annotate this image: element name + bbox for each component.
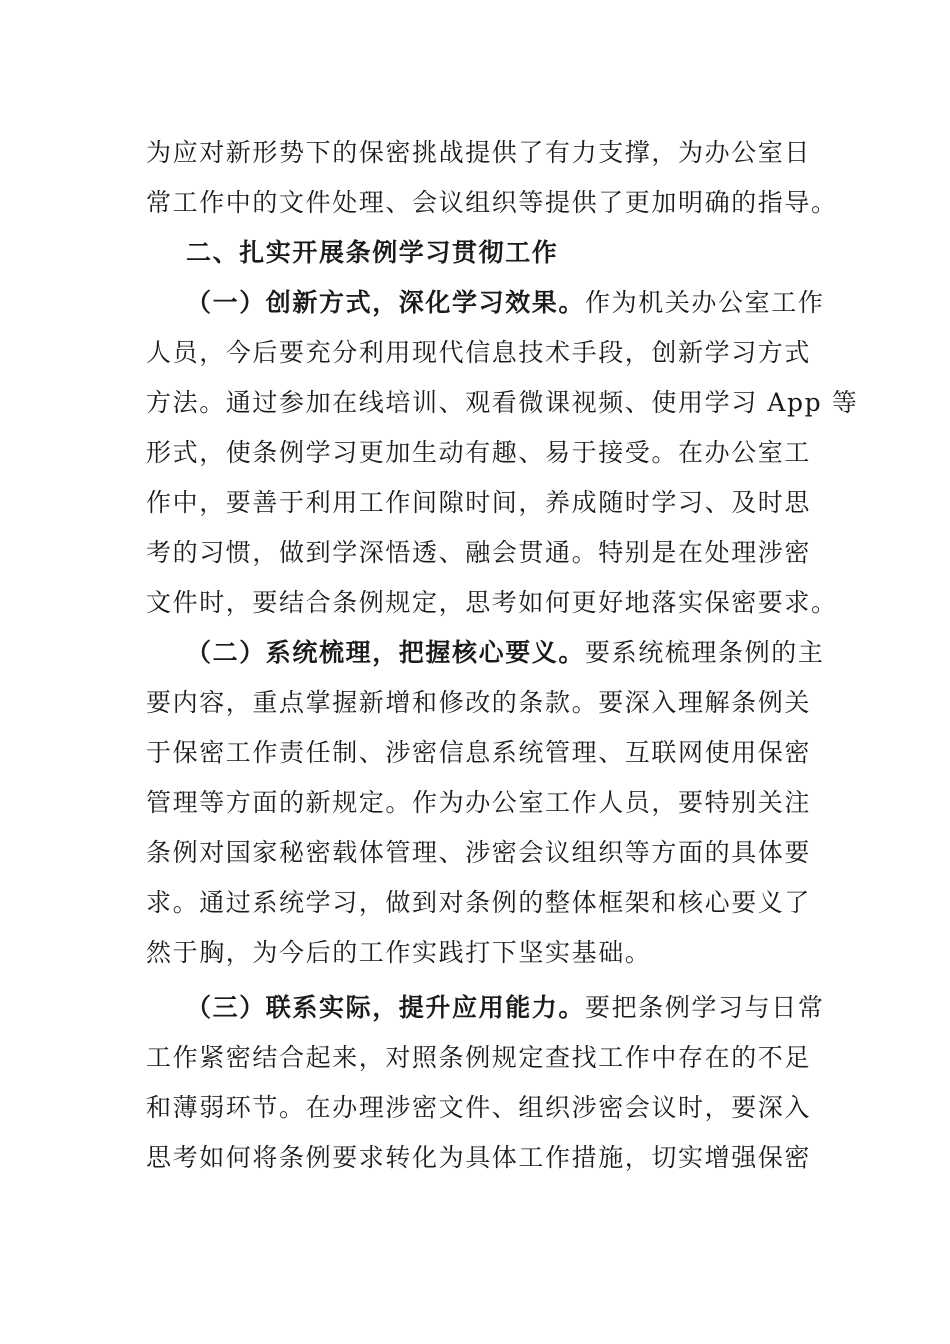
paragraph-first-line	[146, 983, 825, 1033]
paragraph-line: 管理等方面的新规定。作为办公室工作人员，要特别关注	[146, 788, 812, 817]
paragraph-first-line	[146, 278, 825, 328]
paragraph-line: 方法。通过参加在线培训、观看微课视频、使用学习 App 等	[146, 388, 859, 417]
paragraph-line: 条例对国家秘密载体管理、涉密会议组织等方面的具体要	[146, 838, 812, 867]
intro-line: 为应对新形势下的保密挑战提供了有力支撑，为办公室日	[146, 138, 812, 167]
paragraph-line: 工作紧密结合起来，对照条例规定查找工作中存在的不足	[146, 1043, 812, 1072]
paragraph-line: 于保密工作责任制、涉密信息系统管理、互联网使用保密	[146, 738, 812, 767]
paragraph-text: 作为机关办公室工作	[585, 288, 825, 317]
paragraph-lead: （一）创新方式，深化学习效果。	[186, 288, 586, 317]
paragraph-lead: （三）联系实际，提升应用能力。	[186, 993, 586, 1022]
paragraph-text: 要把条例学习与日常	[585, 993, 825, 1022]
paragraph-line: 要内容，重点掌握新增和修改的条款。要深入理解条例关	[146, 688, 812, 717]
paragraph-line: 求。通过系统学习，做到对条例的整体框架和核心要义了	[146, 888, 812, 917]
paragraph-line: 人员，今后要充分利用现代信息技术手段，创新学习方式	[146, 338, 812, 367]
paragraph-lead: （二）系统梳理，把握核心要义。	[186, 638, 586, 667]
paragraph-line: 文件时，要结合条例规定，思考如何更好地落实保密要求。	[146, 588, 838, 617]
section-heading: 二、扎实开展条例学习贯彻工作	[186, 238, 559, 267]
intro-line: 常工作中的文件处理、会议组织等提供了更加明确的指导。	[146, 188, 838, 217]
paragraph-line: 考的习惯，做到学深悟透、融会贯通。特别是在处理涉密	[146, 538, 812, 567]
paragraph-line: 形式，使条例学习更加生动有趣、易于接受。在办公室工	[146, 438, 812, 467]
paragraph-line: 和薄弱环节。在办理涉密文件、组织涉密会议时，要深入	[146, 1093, 812, 1122]
paragraph-line: 思考如何将条例要求转化为具体工作措施，切实增强保密	[146, 1143, 812, 1172]
paragraph-first-line	[146, 628, 825, 678]
paragraph-line: 然于胸，为今后的工作实践打下坚实基础。	[146, 938, 652, 967]
paragraph-line: 作中，要善于利用工作间隙时间，养成随时学习、及时思	[146, 488, 812, 517]
paragraph-text: 要系统梳理条例的主	[585, 638, 825, 667]
document-body	[146, 128, 859, 1183]
